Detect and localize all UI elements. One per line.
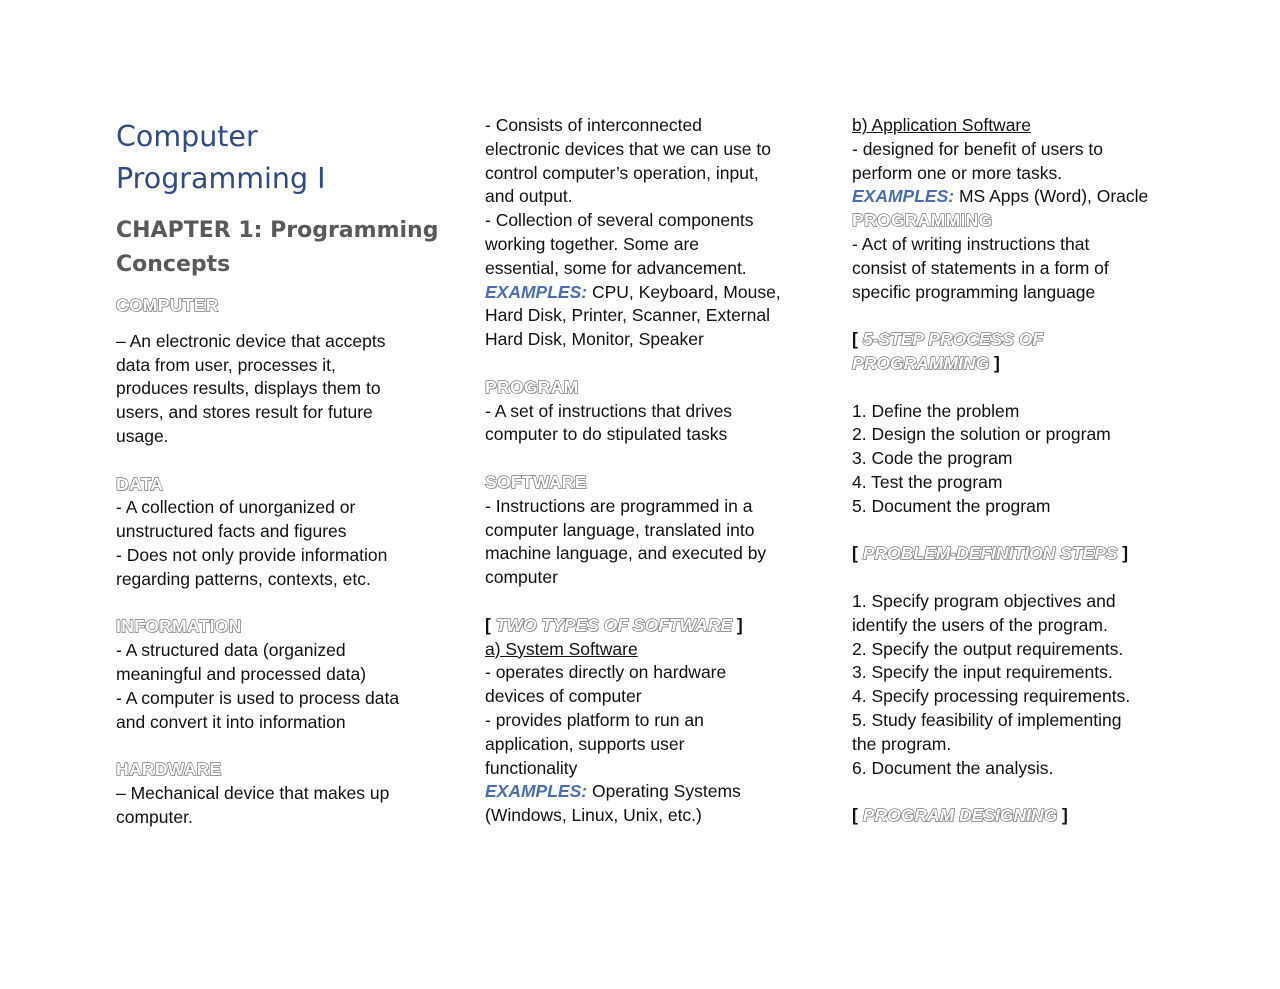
software-line: machine language, and executed by bbox=[485, 543, 767, 564]
hardware-cont-line: and output. bbox=[485, 186, 573, 207]
hardware-examples bbox=[485, 281, 815, 305]
hardware-cont-line: essential, some for advancement. bbox=[485, 257, 747, 278]
examples-text: CPU, Keyboard, Mouse, bbox=[587, 281, 781, 302]
application-examples bbox=[852, 185, 1172, 209]
programming-line: - Act of writing instructions that bbox=[852, 233, 1090, 254]
hardware-cont-line: - Collection of several components bbox=[485, 210, 754, 231]
examples-text: Operating Systems bbox=[587, 781, 741, 802]
column-1 bbox=[116, 114, 446, 830]
information-line: meaningful and processed data) bbox=[116, 663, 367, 684]
information-line: - A computer is used to process data bbox=[116, 687, 400, 708]
program-designing-heading: [ PROGRAM DESIGNING ] bbox=[852, 805, 1068, 826]
problem-step: the program. bbox=[852, 733, 952, 754]
five-step-item: 1. Define the problem bbox=[852, 400, 1020, 421]
software-line: computer language, translated into bbox=[485, 519, 755, 540]
system-examples bbox=[485, 780, 815, 804]
chapter-line-1: CHAPTER 1: Programming bbox=[116, 218, 439, 243]
problem-step: 6. Document the analysis. bbox=[852, 757, 1054, 778]
five-step-item: 3. Code the program bbox=[852, 448, 1013, 469]
system-line: functionality bbox=[485, 757, 578, 778]
problem-step: 2. Specify the output requirements. bbox=[852, 638, 1124, 659]
application-line: - designed for benefit of users to bbox=[852, 138, 1103, 159]
hardware-cont-line: - Consists of interconnected bbox=[485, 115, 702, 135]
problem-step: 4. Specify processing requirements. bbox=[852, 686, 1131, 707]
program-heading: PROGRAM bbox=[485, 376, 579, 397]
title-line-2: Programming I bbox=[116, 162, 326, 195]
program-line: computer to do stipulated tasks bbox=[485, 424, 728, 445]
hardware-heading: HARDWARE bbox=[116, 759, 222, 780]
problem-step: 5. Study feasibility of implementing bbox=[852, 709, 1122, 730]
five-step-item: 4. Test the program bbox=[852, 471, 1003, 492]
hardware-cont-line: electronic devices that we can use to bbox=[485, 138, 771, 159]
examples-label: EXAMPLES: bbox=[852, 186, 955, 207]
chapter-heading bbox=[116, 214, 446, 282]
system-software-title: a) System Software bbox=[485, 638, 638, 659]
hardware-examples-line: Hard Disk, Monitor, Speaker bbox=[485, 329, 704, 350]
hardware-examples-line: Hard Disk, Printer, Scanner, External bbox=[485, 305, 770, 326]
computer-line: – An electronic device that accepts bbox=[116, 330, 386, 351]
hardware-line: computer. bbox=[116, 806, 193, 827]
five-step-item: 2. Design the solution or program bbox=[852, 424, 1111, 445]
system-line: devices of computer bbox=[485, 686, 642, 707]
computer-line: produces results, displays them to bbox=[116, 378, 381, 399]
program-line: - A set of instructions that drives bbox=[485, 400, 733, 421]
problem-definition-label: PROBLEM-DEFINITION STEPS bbox=[862, 543, 1118, 564]
hardware-cont-line: control computer’s operation, input, bbox=[485, 162, 759, 183]
title-line-1: Computer bbox=[116, 120, 258, 153]
computer-line: users, and stores result for future bbox=[116, 402, 373, 423]
software-line: computer bbox=[485, 567, 558, 588]
problem-step: 3. Specify the input requirements. bbox=[852, 662, 1113, 683]
system-line: application, supports user bbox=[485, 733, 685, 754]
system-line: - provides platform to run an bbox=[485, 709, 704, 730]
programming-line: specific programming language bbox=[852, 281, 1096, 302]
data-line: - A collection of unorganized or bbox=[116, 497, 356, 518]
five-step-heading: [ 5-STEP PROCESS OF bbox=[852, 329, 1043, 350]
five-step-label-2: PROGRAMMING bbox=[852, 352, 990, 373]
column-3: b) Application Software - designed for benefit of users to perform one or more tasks. EXAMPLES: MS Apps (Word), Oracle PROGRAMMING - Act of writing instructions that consist of statements in a form of specific programming language [ 5-STEP PROCESS OF PROGRAMMING ] 1. Define the problem 2. Design the solution or program 3. Code the program 4. Test the program 5. Document the program [ PROBLEM-DEFINITION STEPS ] 1. Specify program objectives and identify the users of the program. 2. Specify the output requirements. 3. Specify the input requirements. 4. Specify processing requirements. 5. Study feasibility of implementing the program. 6. Document the analysis. [ PROGRAM DESIGNING ] bbox=[852, 114, 1172, 828]
programming-heading: PROGRAMMING bbox=[852, 210, 993, 231]
application-software-title: b) Application Software bbox=[852, 115, 1031, 135]
information-line: and convert it into information bbox=[116, 711, 346, 732]
data-line: - Does not only provide information bbox=[116, 544, 388, 565]
programming-line: consist of statements in a form of bbox=[852, 257, 1109, 278]
problem-definition-heading: [ PROBLEM-DEFINITION STEPS ] bbox=[852, 543, 1129, 564]
application-line: perform one or more tasks. bbox=[852, 162, 1063, 183]
two-types-heading: [ TWO TYPES OF SOFTWARE ] bbox=[485, 614, 743, 635]
data-heading: DATA bbox=[116, 473, 164, 494]
examples-label: EXAMPLES: bbox=[485, 781, 588, 802]
chapter-line-2: Concepts bbox=[116, 252, 231, 277]
problem-step: 1. Specify program objectives and bbox=[852, 590, 1116, 611]
examples-text: MS Apps (Word), Oracle bbox=[954, 186, 1149, 207]
hardware-line: – Mechanical device that makes up bbox=[116, 782, 390, 803]
system-line: - operates directly on hardware bbox=[485, 662, 727, 683]
five-step-label-1: 5-STEP PROCESS OF bbox=[862, 329, 1043, 350]
system-examples-line: (Windows, Linux, Unix, etc.) bbox=[485, 805, 702, 826]
five-step-item: 5. Document the program bbox=[852, 495, 1051, 516]
software-line: - Instructions are programmed in a bbox=[485, 495, 753, 516]
computer-line: data from user, processes it, bbox=[116, 354, 336, 375]
data-line: unstructured facts and figures bbox=[116, 521, 347, 542]
examples-label: EXAMPLES: bbox=[485, 281, 588, 302]
program-designing-label: PROGRAM DESIGNING bbox=[862, 805, 1058, 826]
information-line: - A structured data (organized bbox=[116, 640, 346, 661]
problem-step: identify the users of the program. bbox=[852, 614, 1108, 635]
column-2 bbox=[485, 114, 815, 828]
computer-heading: COMPUTER bbox=[116, 295, 219, 315]
information-heading: INFORMATION bbox=[116, 616, 242, 637]
software-heading: SOFTWARE bbox=[485, 471, 587, 492]
document-title bbox=[116, 116, 446, 200]
hardware-cont-line: working together. Some are bbox=[485, 233, 700, 254]
data-line: regarding patterns, contexts, etc. bbox=[116, 568, 371, 589]
computer-line: usage. bbox=[116, 425, 169, 446]
two-types-label: TWO TYPES OF SOFTWARE bbox=[495, 614, 732, 635]
